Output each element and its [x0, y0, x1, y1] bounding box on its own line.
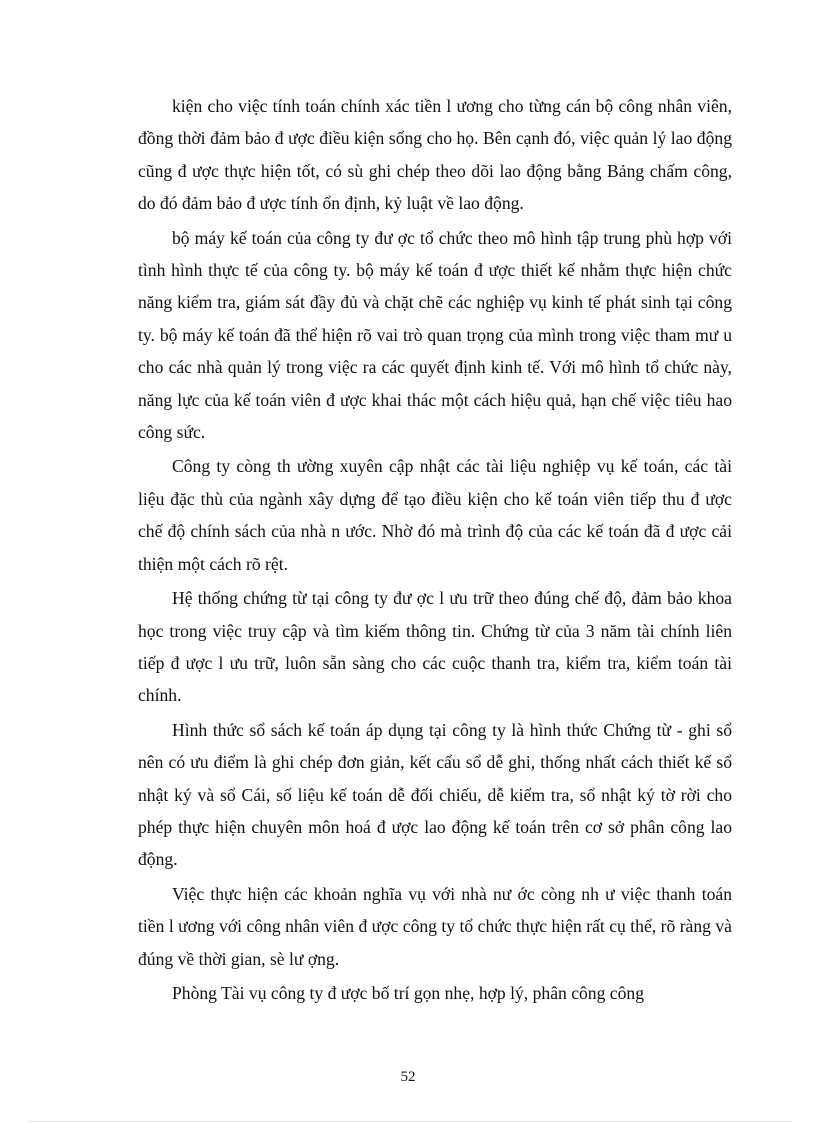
paragraph-4: Hệ thống chứng từ tại công ty đư ợc l ưu trữ theo đúng chế độ, đảm bảo khoa học trong việc truy cập và tìm kiếm thông tin. Chứng từ của 3 năm tài chính liên tiếp đ ược l ưu trữ, luôn sẵn sàng cho các cuộc thanh tra, kiểm tra, kiểm toán tài chính.: [138, 588, 732, 706]
paragraph-6: Việc thực hiện các khoản nghĩa vụ với nhà nư ớc còng nh ư việc thanh toán tiền l ương với công nhân viên đ ược công ty tổ chức thực hiện rất cụ thể, rõ ràng và đúng về thời gian, sè lư ợng.: [138, 883, 732, 969]
paragraph-1: kiện cho việc tính toán chính xác tiền l ương cho từng cán bộ công nhân viên, đồng thời đảm bảo đ ược điều kiện sống cho họ. Bên cạnh đó, việc quản lý lao động cũng đ ược thực hiện tốt, có sù ghi chép theo dõi lao động bằng Bảng chấm công, do đó đảm bảo đ ược tính ổn định, kỷ luật về lao động.: [138, 96, 732, 214]
paragraph-5: Hình thức sổ sách kế toán áp dụng tại công ty là hình thức Chứng từ - ghi sổ nên có ưu điểm là ghi chép đơn giản, kết cấu sổ dễ ghi, thống nhất cách thiết kế sổ nhật ký và sổ Cái, số liệu kế toán dễ đối chiếu, dễ kiểm tra, sổ nhật ký tờ rời cho phép thực hiện chuyên môn hoá đ ược lao động kế toán trên cơ sở phân công lao động.: [138, 719, 732, 870]
paragraph-7: Phòng Tài vụ công ty đ ược bố trí gọn nhẹ, hợp lý, phân công công: [172, 982, 644, 1003]
page-number: 52: [400, 1069, 416, 1085]
paragraph-2: bộ máy kế toán của công ty đư ợc tổ chức theo mô hình tập trung phù hợp với tình hình thực tế của công ty. bộ máy kế toán đ ược thiết kế nhằm thực hiện chức năng kiểm tra, giám sát đầy đủ và chặt chẽ các nghiệp vụ kinh tế phát sinh tại công ty. bộ máy kế toán đã thể hiện rõ vai trò quan trọng của mình trong việc tham mư u cho các nhà quản lý trong việc ra các quyết định kinh tế. Với mô hình tổ chức này, năng lực của kế toán viên đ ược khai thác một cách hiệu quả, hạn chế việc tiêu hao công sức.: [138, 227, 732, 443]
page-bottom-border: [28, 1121, 792, 1122]
body-text: [138, 90, 732, 1011]
paragraph-3: Công ty còng th ường xuyên cập nhật các tài liệu nghiệp vụ kế toán, các tài liệu đặc thù của ngành xây dựng để tạo điều kiện cho kế toán viên tiếp thu đ ược chế độ chính sách của nhà n ước. Nhờ đó mà trình độ của các kế toán đã đ ược cải thiện một cách rõ rệt.: [138, 456, 732, 574]
